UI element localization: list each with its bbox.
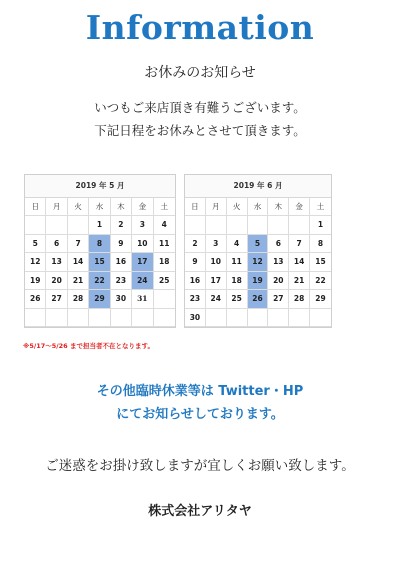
calendar-day: 11 [227, 253, 248, 272]
notice-line-2: にてお知らせしております。 [116, 407, 284, 422]
weekday-header: 月 [206, 198, 227, 216]
calendar-day: 19 [248, 272, 269, 291]
calendar-may [24, 174, 176, 328]
calendar-day: 28 [68, 290, 89, 309]
calendar-empty-cell [248, 216, 269, 235]
calendar-empty-cell [310, 309, 331, 328]
calendar-empty-cell [248, 309, 269, 328]
calendar-day: 1 [310, 216, 331, 235]
calendar-day: 5 [25, 235, 46, 254]
calendar-day: 8 [310, 235, 331, 254]
calendar-day: 24 [132, 272, 153, 291]
calendar-empty-cell [68, 216, 89, 235]
absence-note: ※5/17～5/26 まで担当者不在となります。 [23, 342, 154, 350]
calendar-day: 27 [46, 290, 67, 309]
calendar-empty-cell [268, 216, 289, 235]
weekday-header: 金 [289, 198, 310, 216]
weekday-header-row [185, 198, 331, 216]
weekday-header: 火 [68, 198, 89, 216]
calendar-day: 25 [227, 290, 248, 309]
calendar-day: 24 [206, 290, 227, 309]
calendar-day: 11 [154, 235, 175, 254]
calendar-empty-cell [185, 216, 206, 235]
calendar-day: 15 [310, 253, 331, 272]
calendar-day: 29 [89, 290, 110, 309]
calendar-day: 28 [289, 290, 310, 309]
calendar-day: 13 [268, 253, 289, 272]
calendar-week-row [185, 290, 331, 309]
calendar-day: 17 [206, 272, 227, 291]
calendar-empty-cell [25, 309, 46, 328]
calendar-day: 25 [154, 272, 175, 291]
weekday-header: 木 [268, 198, 289, 216]
calendar-empty-cell [289, 309, 310, 328]
calendar-week-row [25, 309, 175, 328]
calendar-empty-cell [268, 309, 289, 328]
calendar-week-row [25, 216, 175, 235]
calendar-day: 3 [132, 216, 153, 235]
calendar-day: 31 [132, 290, 153, 309]
company-name: 株式会社アリタヤ [148, 504, 252, 519]
notice-line-1: その他臨時休業等は Twitter・HP [96, 384, 304, 399]
calendar-day: 12 [25, 253, 46, 272]
calendar-day: 2 [185, 235, 206, 254]
calendar-day: 4 [227, 235, 248, 254]
calendar-june [184, 174, 332, 328]
calendar-day: 18 [154, 253, 175, 272]
calendar-day: 23 [185, 290, 206, 309]
calendar-day: 27 [268, 290, 289, 309]
calendar-day: 12 [248, 253, 269, 272]
weekday-header-row [25, 198, 175, 216]
calendar-day: 14 [289, 253, 310, 272]
calendar-day: 13 [46, 253, 67, 272]
calendar-day: 2 [111, 216, 132, 235]
calendar-day: 16 [111, 253, 132, 272]
calendar-day: 10 [206, 253, 227, 272]
calendar-empty-cell [89, 309, 110, 328]
calendar-empty-cell [25, 216, 46, 235]
calendar-day: 20 [46, 272, 67, 291]
calendar-week-row [185, 253, 331, 272]
calendar-week-row [25, 290, 175, 309]
calendar-day: 15 [89, 253, 110, 272]
calendar-empty-cell [46, 216, 67, 235]
calendar-empty-cell [68, 309, 89, 328]
calendar-day: 20 [268, 272, 289, 291]
calendar-day: 8 [89, 235, 110, 254]
calendar-week-row [185, 216, 331, 235]
calendar-day: 7 [289, 235, 310, 254]
calendar-week-row [25, 253, 175, 272]
calendar-day: 21 [289, 272, 310, 291]
calendar-day: 21 [68, 272, 89, 291]
calendar-day: 26 [248, 290, 269, 309]
calendar-day: 6 [46, 235, 67, 254]
page-title: Information [85, 8, 315, 47]
calendar-empty-cell [132, 309, 153, 328]
calendar-week-row [25, 272, 175, 291]
weekday-header: 日 [25, 198, 46, 216]
calendar-empty-cell [206, 216, 227, 235]
page-subtitle: お休みのお知らせ [144, 65, 256, 81]
calendar-day: 9 [185, 253, 206, 272]
calendar-day: 10 [132, 235, 153, 254]
weekday-header: 水 [248, 198, 269, 216]
calendar-week-row [185, 309, 331, 328]
weekday-header: 水 [89, 198, 110, 216]
calendar-empty-cell [154, 309, 175, 328]
calendar-day: 6 [268, 235, 289, 254]
calendar-day: 9 [111, 235, 132, 254]
calendar-day: 29 [310, 290, 331, 309]
intro-line-1: いつもご来店頂き有難うございます。 [94, 100, 306, 115]
calendar-empty-cell [111, 309, 132, 328]
calendar-day: 3 [206, 235, 227, 254]
calendar-day: 16 [185, 272, 206, 291]
calendar-week-row [185, 235, 331, 254]
calendar-day: 5 [248, 235, 269, 254]
apology-text: ご迷惑をお掛け致しますが宜しくお願い致します。 [45, 458, 355, 474]
weekday-header: 日 [185, 198, 206, 216]
calendar-day: 22 [89, 272, 110, 291]
calendar-caption: 2019 年 5 月 [25, 175, 175, 198]
weekday-header: 土 [310, 198, 331, 216]
calendar-day: 1 [89, 216, 110, 235]
calendar-week-row [25, 235, 175, 254]
calendar-empty-cell [289, 216, 310, 235]
calendar-day: 4 [154, 216, 175, 235]
calendar-day: 19 [25, 272, 46, 291]
calendar-day: 22 [310, 272, 331, 291]
weekday-header: 金 [132, 198, 153, 216]
calendar-day: 18 [227, 272, 248, 291]
calendar-day: 30 [111, 290, 132, 309]
calendar-day: 17 [132, 253, 153, 272]
calendar-day: 26 [25, 290, 46, 309]
weekday-header: 火 [227, 198, 248, 216]
weekday-header: 月 [46, 198, 67, 216]
calendar-week-row [185, 272, 331, 291]
calendar-empty-cell [46, 309, 67, 328]
calendar-empty-cell [227, 309, 248, 328]
calendar-empty-cell [154, 290, 175, 309]
calendar-empty-cell [227, 216, 248, 235]
calendar-day: 7 [68, 235, 89, 254]
calendar-day: 14 [68, 253, 89, 272]
weekday-header: 木 [111, 198, 132, 216]
calendar-empty-cell [206, 309, 227, 328]
calendar-caption: 2019 年 6 月 [185, 175, 331, 198]
weekday-header: 土 [154, 198, 175, 216]
calendar-day: 23 [111, 272, 132, 291]
intro-line-2: 下記日程をお休みとさせて頂きます。 [94, 123, 306, 138]
calendar-day: 30 [185, 309, 206, 328]
